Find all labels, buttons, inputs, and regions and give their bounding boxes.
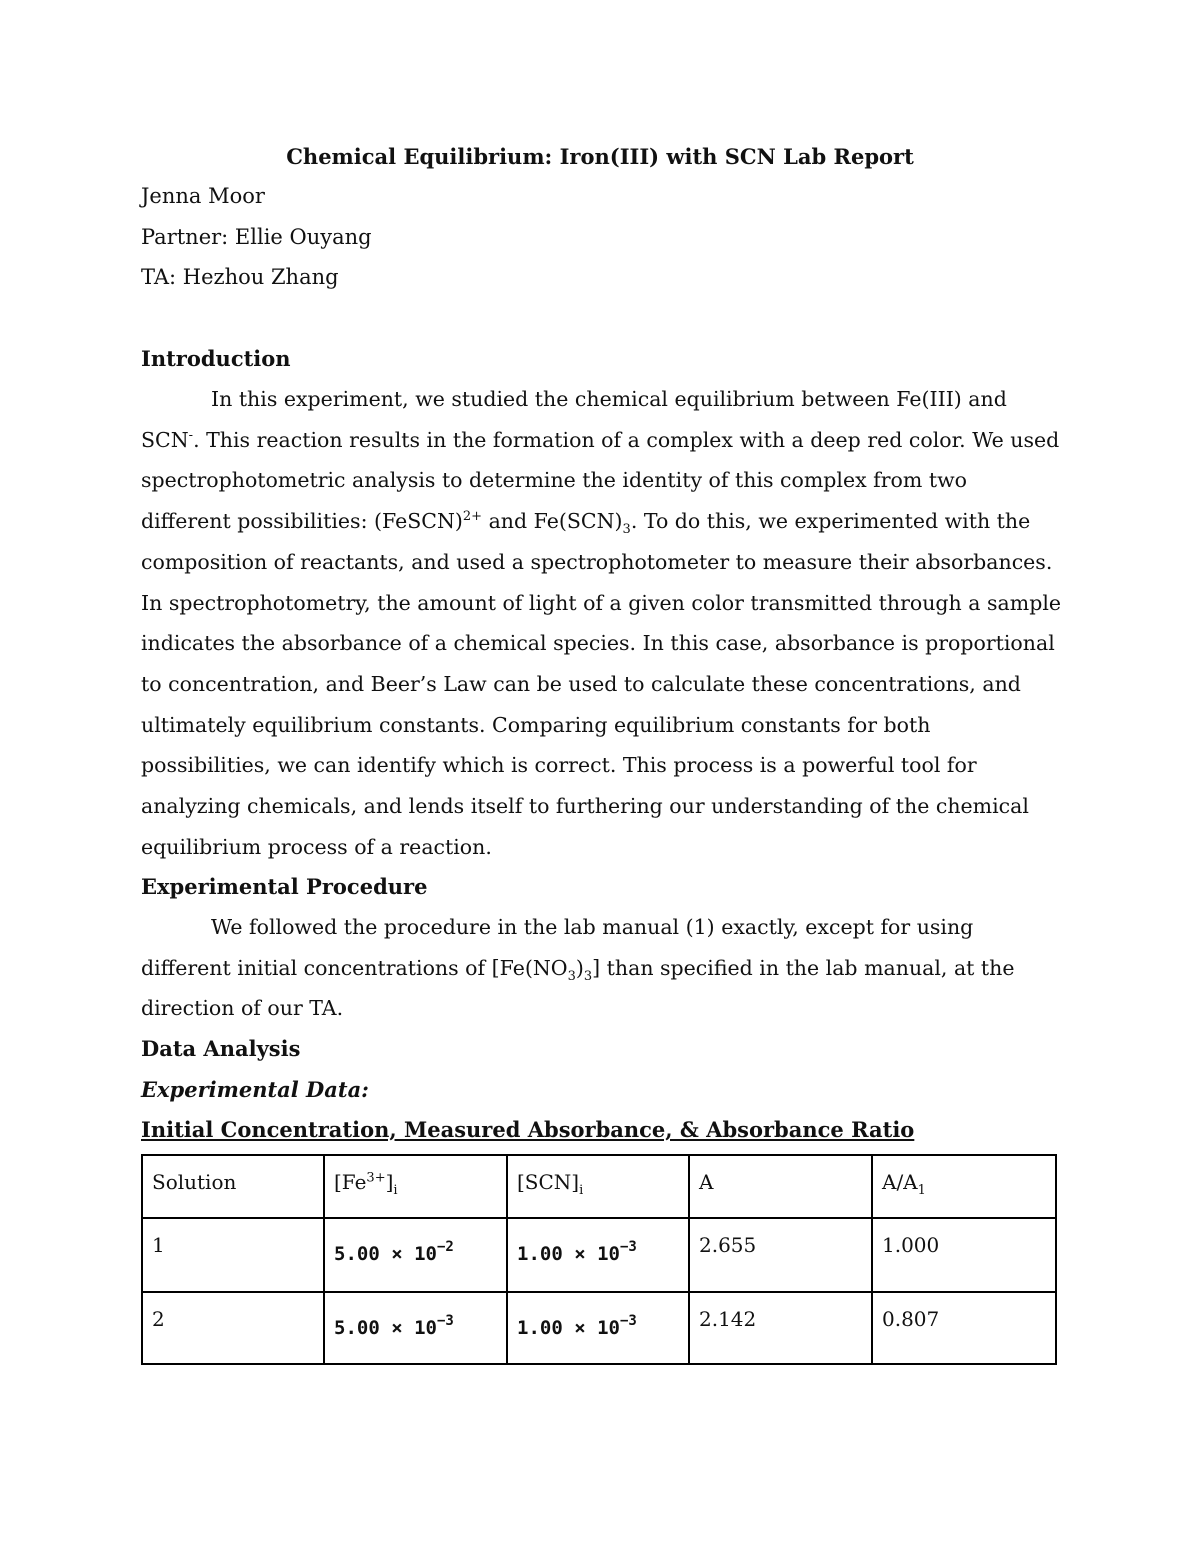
table-title: Initial Concentration, Measured Absorbance, & Absorbance Ratio: [141, 1117, 915, 1142]
table-row: [142, 1292, 1056, 1364]
data-table: [141, 1154, 1057, 1365]
cell-solution: 1: [142, 1218, 324, 1292]
header-fe: $[Fe^{3+}]_i$: [324, 1155, 507, 1218]
cell-scn: $1.00 \times 10^{-3}$: [507, 1292, 689, 1364]
cell-scn: $1.00 \times 10^{-3}$: [507, 1218, 689, 1292]
cell-absorbance: 2.142: [689, 1292, 872, 1364]
introduction-paragraph: In this experiment, we studied the chemical equilibrium between Fe(III) and SCN-. This reaction results in the formation of a complex with a deep red color. We used spectrophotometric analysis to determine the identity of this complex from two different possibilities: (FeSCN)$^{2+}$ and $Fe(SCN)_3$. To do this, we experimented with the composition of reactants, and used a spectrophotometer to measure their absorbances. In spectrophotometry, the amount of light of a given color transmitted through a sample indicates the absorbance of a chemical species. In this case, absorbance is proportional to concentration, and Beer’s Law can be used to calculate these concentrations, and ultimately equilibrium constants. Comparing equilibrium constants for both possibilities, we can identify which is correct. This process is a powerful tool for analyzing chemicals, and lends itself to furthering our understanding of the chemical equilibrium process of a reaction.: [141, 387, 1062, 859]
table-row: [142, 1218, 1056, 1292]
header-solution: Solution: [142, 1155, 324, 1218]
header-scn: $[SCN]_i$: [507, 1155, 689, 1218]
data-analysis-heading: Data Analysis: [141, 1036, 301, 1061]
header-ratio: $A/A_1$: [872, 1155, 1056, 1218]
table-header-row: [142, 1155, 1056, 1218]
document-title: Chemical Equilibrium: Iron(III) with SCN Lab Report: [286, 144, 914, 169]
procedure-heading: Experimental Procedure: [141, 874, 428, 899]
cell-absorbance: 2.655: [689, 1218, 872, 1292]
partner-line: Partner: Ellie Ouyang: [141, 225, 372, 249]
cell-fe: $5.00 \times 10^{-2}$: [324, 1218, 507, 1292]
cell-solution: 2: [142, 1292, 324, 1364]
experimental-data-subheading: Experimental Data:: [141, 1077, 369, 1102]
cell-ratio: 1.000: [872, 1218, 1056, 1292]
procedure-paragraph: We followed the procedure in the lab manual (1) exactly, except for using different initial concentrations of $[Fe(NO_3)_3]$ than specified in the lab manual, at the direction of our TA.: [141, 915, 1015, 1021]
cell-ratio: 0.807: [872, 1292, 1056, 1364]
header-absorbance: A: [689, 1155, 872, 1218]
ta-line: TA: Hezhou Zhang: [141, 265, 339, 289]
author-name: Jenna Moor: [141, 184, 265, 208]
introduction-heading: Introduction: [141, 346, 291, 371]
cell-fe: $5.00 \times 10^{-3}$: [324, 1292, 507, 1364]
